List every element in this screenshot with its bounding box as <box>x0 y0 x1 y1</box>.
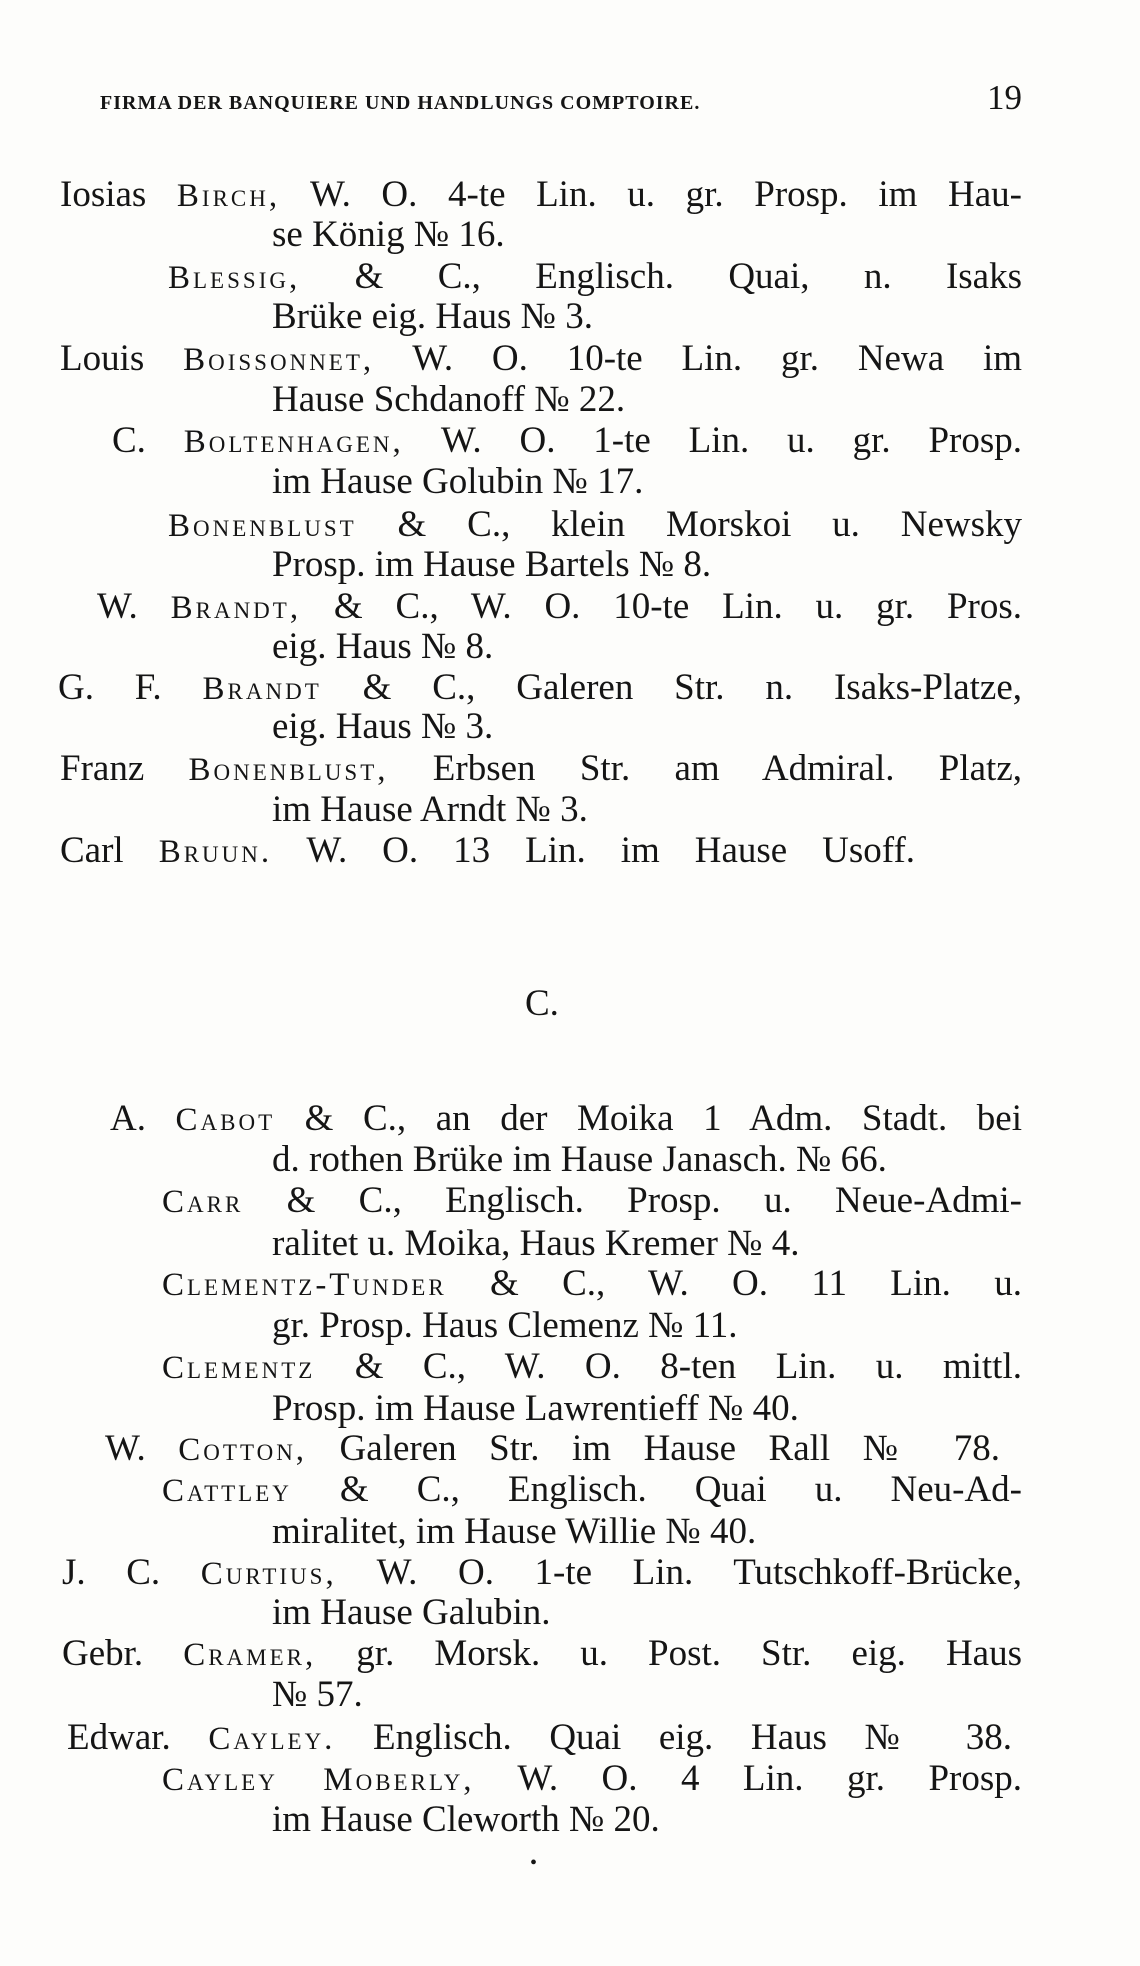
entry-given-name: G. F. <box>58 667 203 708</box>
firm-name: Cayley. <box>208 1721 336 1757</box>
entry-address: W. O. 4-te Lin. u. gr. Prosp. im Hau- <box>280 174 1022 215</box>
entry-given-name: W. <box>105 1428 179 1469</box>
b-entry-line: im Hause Arndt № 3. <box>272 789 588 830</box>
firm-name: Bonenblust <box>168 508 357 544</box>
section-letter-heading: C. <box>525 983 559 1024</box>
firm-name: Bonenblust, <box>188 752 389 788</box>
firm-name: Blessig, <box>168 260 301 296</box>
firm-name: Brandt, <box>170 590 302 626</box>
entry-address: & C., Englisch. Quai, n. Isaks <box>300 256 1022 297</box>
entry-given-name: J. C. <box>62 1552 201 1593</box>
firm-name: Brandt <box>202 671 322 707</box>
entry-given-name: A. <box>110 1098 176 1139</box>
c-entry-line <box>162 1265 1022 1302</box>
b-entry-line <box>60 176 1022 213</box>
entry-address: W. O. 10-te Lin. gr. Newa im <box>374 338 1023 379</box>
firm-name: Carr <box>162 1184 244 1220</box>
entry-given-name: Carl <box>60 830 159 871</box>
c-entry-line <box>110 1100 1022 1137</box>
c-entry-line <box>162 1182 1022 1219</box>
firm-name: Bruun. <box>158 834 273 870</box>
entry-address: gr. Morsk. u. Post. Str. eig. Haus <box>316 1633 1022 1674</box>
entry-given-name: Gebr. <box>62 1633 184 1674</box>
b-entry-line: eig. Haus № 8. <box>272 626 494 667</box>
c-entry-line: im Hause Galubin. <box>272 1592 551 1633</box>
firm-name: Cabot <box>175 1102 276 1138</box>
c-entry-line: gr. Prosp. Haus Clemenz № 11. <box>272 1305 738 1346</box>
entry-address: & C., an der Moika 1 Adm. Stadt. bei <box>275 1098 1022 1139</box>
header-title: FIRMA DER BANQUIERE UND HANDLUNGS COMPTOIRE. <box>100 92 701 114</box>
c-entry-line: ralitet u. Moika, Haus Kremer № 4. <box>272 1223 800 1264</box>
entry-given-name: Iosias <box>60 174 177 215</box>
b-entry-line: Brüke eig. Haus № 3. <box>272 296 593 337</box>
firm-name: Boissonnet, <box>183 342 375 378</box>
c-entry-line <box>67 1719 1012 1756</box>
b-entry-line: Hause Schdanoff № 22. <box>272 379 626 420</box>
b-entry-line <box>60 832 915 869</box>
entry-address: & C., Galeren Str. n. Isaks-Platze, <box>321 667 1022 708</box>
c-entry-line: im Hause Cleworth № 20. <box>272 1799 660 1840</box>
b-entry-line <box>168 506 1022 543</box>
entry-given-name: Edwar. <box>67 1717 209 1758</box>
entry-given-name: W. <box>97 586 171 627</box>
c-entry-line <box>162 1348 1022 1385</box>
c-entry-line: № 57. <box>272 1674 363 1715</box>
b-entry-line: se König № 16. <box>272 214 505 255</box>
b-entry-line <box>168 258 1022 295</box>
b-entry-line: eig. Haus № 3. <box>272 706 494 747</box>
firm-name: Cayley Moberly, <box>162 1762 475 1798</box>
entry-given-name: Franz <box>60 748 189 789</box>
entry-address: W. O. 13 Lin. im Hause Usoff. <box>272 830 916 871</box>
firm-name: Cotton, <box>178 1432 308 1468</box>
c-entry-line <box>62 1554 1022 1591</box>
entry-given-name: C. <box>112 420 184 461</box>
stray-mark: • <box>530 1852 538 1874</box>
entry-address: Englisch. Quai eig. Haus № 38. <box>335 1717 1012 1758</box>
c-entry-line: Prosp. im Hause Lawrentieff № 40. <box>272 1388 799 1429</box>
b-entry-line <box>58 669 1022 706</box>
entry-address: & C., klein Morskoi u. Newsky <box>356 504 1022 545</box>
firm-name: Clementz <box>162 1350 316 1386</box>
b-entry-line <box>97 588 1022 625</box>
c-entry-line <box>162 1471 1022 1508</box>
firm-name: Cramer, <box>183 1637 317 1673</box>
running-header <box>100 78 1022 118</box>
c-entry-line <box>162 1760 1022 1797</box>
entry-given-name: Louis <box>60 338 184 379</box>
entry-address: & C., Englisch. Quai u. Neu-Ad- <box>291 1469 1022 1510</box>
c-entry-line: d. rothen Brüke im Hause Janasch. № 66. <box>272 1139 887 1180</box>
entry-address: Galeren Str. im Hause Rall № 78. <box>307 1428 1000 1469</box>
c-entry-line: miralitet, im Hause Willie № 40. <box>272 1511 757 1552</box>
c-entry-line <box>62 1635 1022 1672</box>
firm-name: Curtius, <box>200 1556 337 1592</box>
entry-address: Erbsen Str. am Admiral. Platz, <box>388 748 1022 789</box>
entry-address: & C., Englisch. Prosp. u. Neue-Admi- <box>243 1180 1022 1221</box>
b-entry-line: Prosp. im Hause Bartels № 8. <box>272 544 712 585</box>
entry-address: & C., W. O. 11 Lin. u. <box>446 1263 1022 1304</box>
firm-name: Clementz-Tunder <box>162 1267 447 1303</box>
c-entry-line <box>105 1430 1000 1467</box>
entry-address: W. O. 4 Lin. gr. Prosp. <box>474 1758 1022 1799</box>
firm-name: Cattley <box>162 1473 292 1509</box>
b-entry-line: im Hause Golubin № 17. <box>272 461 644 502</box>
page-number: 19 <box>987 78 1022 117</box>
entry-address: & C., W. O. 8-ten Lin. u. mittl. <box>315 1346 1022 1387</box>
b-entry-line <box>60 750 1022 787</box>
b-entry-line <box>112 422 1022 459</box>
b-entry-line <box>60 340 1022 377</box>
firm-name: Birch, <box>176 178 281 214</box>
entry-address: W. O. 1-te Lin. u. gr. Prosp. <box>403 420 1022 461</box>
firm-name: Boltenhagen, <box>183 424 404 460</box>
entry-address: W. O. 1-te Lin. Tutschkoff-Brücke, <box>336 1552 1023 1593</box>
entry-address: & C., W. O. 10-te Lin. u. gr. Pros. <box>301 586 1022 627</box>
